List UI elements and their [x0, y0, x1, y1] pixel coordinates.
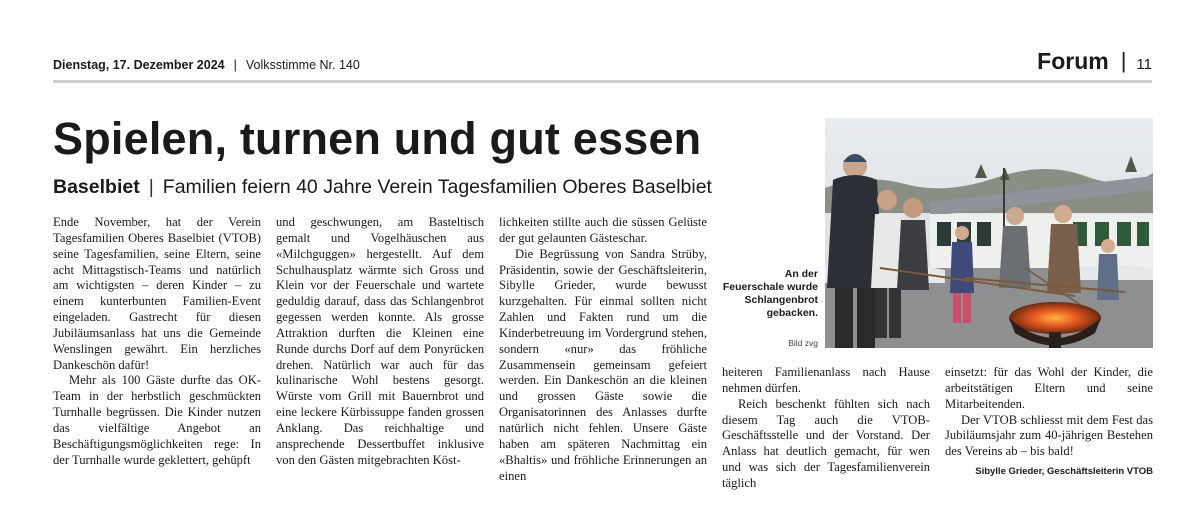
- article-paragraph: Ende November, hat der Verein Tagesfamilien Oberes Baselbiet (VTOB) seine Tagesfamilien, seine Eltern, seine acht Mittagstisch-Teams und natürlich am wichtigsten – deren Kinder – zu einem kunterbunten Familien-Event eingeladen. Gastrecht für diesen Jubiläumsanlass hat uns die Gemeinde Wenslingen gewährt. Ein herzliches Dankeschön dafür!: [53, 215, 261, 372]
- header-left: [53, 58, 360, 72]
- article-paragraph: Der VTOB schliesst mit dem Fest das Jubiläumsjahr zum 40-jährigen Bestehen des Vereins ab – bis bald!: [945, 412, 1153, 459]
- section-name: Forum: [1037, 48, 1109, 74]
- article-column-2: [276, 215, 484, 469]
- article-column-5: [945, 365, 1153, 480]
- photo-credit: Bild zvg: [788, 338, 818, 348]
- header-right: [1037, 48, 1152, 75]
- article-kicker: Baselbiet: [53, 176, 140, 198]
- article-headline: Spielen, turnen und gut essen: [53, 113, 702, 164]
- article-paragraph: einsetzt: für das Wohl der Kinder, die arbeitstätigen Eltern und seine Mitarbeitenden.: [945, 365, 1153, 411]
- article-paragraph: Die Begrüssung von Sandra Strüby, Präsidentin, sowie der Geschäftsleiterin, Sibylle Grieder, wurde bewusst kurzgehalten. Für einmal sollten nicht Zahlen und Fakten rund um die Kinderbetreuung im Vordergrund stehen, sondern «nur» das fröhliche Zusammensein gemeinsam gefeiert werden. Ein Dankeschön an die kleinen und grossen Gäste sowie die Organisatorinnen des Anlasses durfte natürlich nicht fehlen. Unsere Gäste haben am späteren Nachmittag ein «Bhaltis» und fröhliche Erinnerungen an einen: [499, 246, 707, 483]
- article-subtitle: Familien feiern 40 Jahre Verein Tagesfamilien Oberes Baselbiet: [162, 176, 712, 198]
- photo-caption: An der Feuerschale wurde Schlangenbrot gebacken.: [722, 268, 818, 319]
- publication-name: Volksstimme Nr. 140: [245, 58, 360, 72]
- subhead-separator: |: [148, 176, 154, 198]
- page-number: 11: [1136, 56, 1152, 73]
- header-separator-right: |: [1120, 48, 1127, 73]
- header-separator: |: [233, 58, 237, 72]
- header-rule: [53, 80, 1152, 83]
- article-paragraph: Reich beschenkt fühlten sich nach diesem Tag auch die VTOB-Geschäftsstelle und der Vorstand. Der Anlass hat deutlich gemacht, für wen und was sich der Tagesfamilienverein täglich: [722, 396, 930, 490]
- article-author: Sibylle Grieder, Geschäftsleiterin VTOB: [975, 466, 1153, 478]
- article-paragraph: und geschwungen, am Basteltisch gemalt und Vogelhäuschen aus «Milchguggen» hergestellt. Auf dem Schulhausplatz wärmte sich Gross und Klein vor der Feuerschale und wartete geduldig darauf, dass das Schlangenbrot gegessen werden konnte. Als grosse Attraktion durften die Kleinen eine Runde durchs Dorf auf dem Ponyrücken drehen. Natürlich war auch für das kulinarische Wohl bestens gesorgt. Würste vom Grill mit Bauernbrot und eine leckere Kürbissuppe fanden grossen Anklang. Das reichhaltige und ansprechende Dessertbuffet inklusive von den Gästen mitgebrachten Köst-: [276, 215, 484, 467]
- article-paragraph: Mehr als 100 Gäste durfte das OK-Team in der herbstlich geschmückten Turnhalle begrüssen. Die Kinder nutzen das vielfältige Angebot an Beschäftigungsmöglichkeiten rege: In der Turnhalle wurde geklettert, gehüpft: [53, 373, 261, 467]
- article-subhead: [53, 176, 712, 199]
- article-column-4: [722, 365, 930, 492]
- article-paragraph: heiteren Familienanlass nach Hause nehmen dürfen.: [722, 365, 930, 395]
- article-column-3: [499, 215, 707, 484]
- article-column-1: [53, 215, 261, 469]
- article-photo: [825, 118, 1153, 348]
- article-paragraph: lichkeiten stillte auch die süssen Gelüste der gut gelaunten Gästeschar.: [499, 215, 707, 245]
- issue-date: Dienstag, 17. Dezember 2024: [53, 58, 225, 72]
- page-header: [53, 48, 1152, 78]
